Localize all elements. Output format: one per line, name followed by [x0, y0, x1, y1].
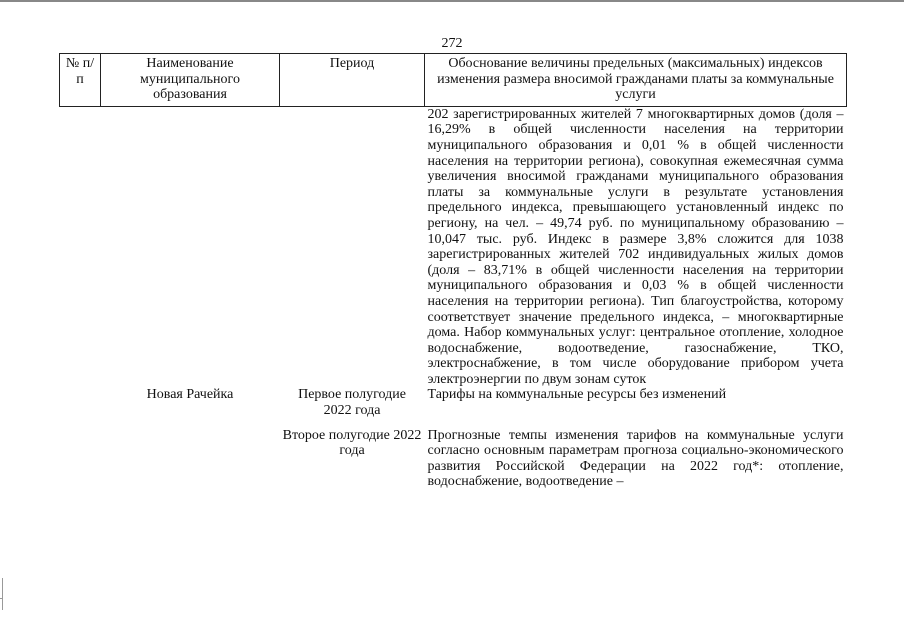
cell-period	[280, 106, 425, 387]
table-row-continuation	[60, 106, 847, 387]
header-number: № п/п	[60, 54, 101, 107]
cell-rationale-second-half: Прогнозные темпы изменения тарифов на коммунальные услуги согласно основным параметрам прогноза социально-экономического развития Российской Федерации на 2022 год*: отопление, водоснабжение, водоотведение –	[427, 427, 844, 490]
header-rationale: Обоснование величины предельных (максимальных) индексов изменения размера вносимой гражданами платы за коммунальные услуги	[425, 54, 847, 107]
table-row-entry-2	[60, 419, 847, 490]
cell-municipality	[101, 419, 280, 490]
cell-number	[60, 387, 101, 418]
scan-margin-mark	[2, 578, 3, 610]
cell-rationale-first-half: Тарифы на коммунальные ресурсы без изменений	[427, 387, 727, 403]
cell-number	[60, 106, 101, 387]
header-row	[60, 54, 847, 107]
table-header	[60, 54, 847, 107]
header-municipality: Наименование муниципального образования	[101, 54, 280, 107]
page-number: 272	[441, 36, 463, 51]
cell-municipality	[101, 106, 280, 387]
cell-rationale-continuation: 202 зарегистрированных жителей 7 многоквартирных домов (доля – 16,29% в общей численности населения на территории муниципального образования и 0,01 % в общей численности населения на территории региона), совокупная ежемесячная сумма увеличения вносимой гражданами муниципального образования платы за коммунальные услуги в результате установления предельного индекса, превышающего установленный индекс по региону, на чел. – 49,74 руб. по муниципальному образованию – 10,047 тыс. руб. Индекс в размере 3,8% сложится для 1038 зарегистрированных жителей 702 индивидуальных жилых домов (доля – 83,71% в общей численности населения на территории муниципального образования и 0,03 % в общей численности населения на территории региона). Тип благоустройства, которому соответствует значение предельного индекса, – многоквартирные дома. Набор коммунальных услуг: центральное отопление, холодное водоснабжение, водоотведение, газоснабжение, ТКО, электроснабжение, в том числе оборудование прибором учета электроэнергии по двум зонам суток	[427, 106, 844, 387]
header-period: Период	[280, 54, 425, 107]
scan-top-edge	[0, 0, 904, 2]
cell-period-second-half: Второе полугодие 2022 года	[282, 427, 422, 459]
cell-number	[60, 419, 101, 490]
cell-period-first-half: Первое полугодие 2022 года	[298, 387, 406, 419]
scan-margin-tick	[0, 598, 3, 599]
cell-municipality-name: Новая Рачейка	[146, 387, 234, 403]
table-row-entry-1	[60, 387, 847, 418]
table-body	[60, 106, 847, 490]
tariff-index-table	[59, 53, 847, 490]
